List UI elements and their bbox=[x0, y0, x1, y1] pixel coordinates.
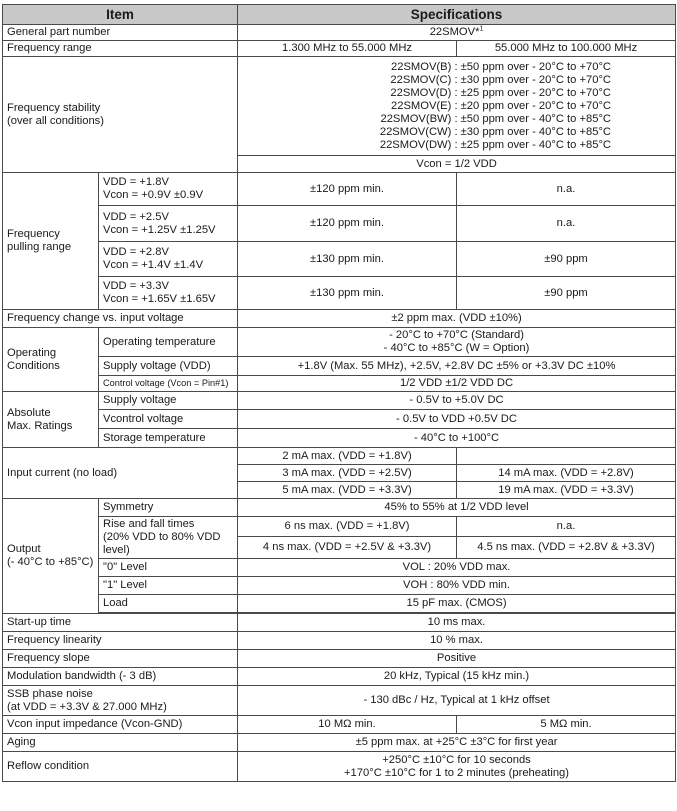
ssb-row bbox=[3, 686, 676, 716]
frequency-stability-vcon: Vcon = 1/2 VDD bbox=[238, 156, 676, 173]
pulling-vcon-1: Vcon = +0.9V ±0.9V bbox=[103, 189, 204, 201]
frequency-range-high: 55.000 MHz to 100.000 MHz bbox=[457, 41, 676, 57]
part-number-cell bbox=[238, 25, 676, 41]
frequency-stability-list bbox=[238, 57, 676, 156]
frequency-range-label: Frequency range bbox=[3, 41, 238, 57]
operating-conditions-label bbox=[3, 328, 99, 392]
reflow-label: Reflow condition bbox=[3, 752, 238, 782]
stability-line-dw: 22SMOV(DW) : ±25 ppm over - 40°C to +85°C bbox=[379, 138, 612, 151]
load-value: 15 pF max. (CMOS) bbox=[238, 595, 676, 613]
input-current-2v5: 3 mA max. (VDD = +2.5V) bbox=[238, 465, 457, 482]
pulling-row-1 bbox=[3, 173, 676, 206]
pulling-row-4 bbox=[3, 277, 676, 310]
pulling-low-2: ±120 ppm min. bbox=[238, 206, 457, 242]
specifications-column-header: Specifications bbox=[238, 5, 676, 25]
stability-line-b: 22SMOV(B) : ±50 ppm over - 20°C to +70°C bbox=[391, 60, 612, 73]
control-voltage-row bbox=[3, 376, 676, 392]
abs-vcontrol-row bbox=[3, 410, 676, 429]
supply-voltage-value: +1.8V (Max. 55 MHz), +2.5V, +2.8V DC ±5% or +3.3V DC ±10% bbox=[238, 357, 676, 376]
vcon-impedance-label: Vcon input impedance (Vcon-GND) bbox=[3, 716, 238, 734]
pulling-vdd-4: VDD = +3.3V bbox=[103, 280, 169, 292]
supply-voltage-label: Supply voltage (VDD) bbox=[99, 357, 238, 376]
control-voltage-label: Control voltage (Vcon = Pin#1) bbox=[99, 376, 238, 392]
slope-row bbox=[3, 650, 676, 668]
pulling-condition-1 bbox=[99, 173, 238, 206]
input-current-row-1 bbox=[3, 448, 676, 465]
one-level-label: "1" Level bbox=[99, 577, 238, 595]
pulling-vcon-3: Vcon = +1.4V ±1.4V bbox=[103, 259, 204, 271]
rise-fall-row-1 bbox=[3, 517, 676, 537]
operating-temp-value bbox=[238, 328, 676, 357]
input-current-3v3-low: 5 mA max. (VDD = +3.3V) bbox=[238, 482, 457, 499]
abs-vcontrol-value: - 0.5V to VDD +0.5V DC bbox=[238, 410, 676, 429]
input-current-label: Input current (no load) bbox=[3, 448, 238, 499]
rise-fall-2v8: 4.5 ns max. (VDD = +2.8V & +3.3V) bbox=[457, 537, 676, 559]
part-number-label: General part number bbox=[3, 25, 238, 41]
one-level-row bbox=[3, 577, 676, 595]
specifications-table bbox=[2, 4, 676, 782]
reflow-value bbox=[238, 752, 676, 782]
startup-label: Start-up time bbox=[3, 614, 238, 632]
pulling-row-3 bbox=[3, 242, 676, 277]
pulling-vcon-4: Vcon = +1.65V ±1.65V bbox=[103, 293, 216, 305]
absolute-label-2: Max. Ratings bbox=[7, 419, 73, 432]
frequency-stability-subtitle: (over all conditions) bbox=[7, 114, 105, 127]
output-label-1: Output bbox=[7, 543, 41, 555]
linearity-row bbox=[3, 632, 676, 650]
input-current-2v8: 14 mA max. (VDD = +2.8V) bbox=[457, 465, 676, 482]
vcon-impedance-row bbox=[3, 716, 676, 734]
load-label: Load bbox=[99, 595, 238, 613]
stability-line-d: 22SMOV(D) : ±25 ppm over - 20°C to +70°C bbox=[390, 86, 612, 99]
one-level-value: VOH : 80% VDD min. bbox=[238, 577, 676, 595]
zero-level-value: VOL : 20% VDD max. bbox=[238, 559, 676, 577]
frequency-change-value: ±2 ppm max. (VDD ±10%) bbox=[238, 310, 676, 328]
pulling-high-4: ±90 ppm bbox=[457, 277, 676, 310]
aging-value: ±5 ppm max. at +25°C ±3°C for first year bbox=[238, 734, 676, 752]
absolute-label-1: Absolute bbox=[7, 406, 51, 419]
linearity-value: 10 % max. bbox=[238, 632, 676, 650]
vcon-impedance-low: 10 MΩ min. bbox=[238, 716, 457, 734]
ssb-label bbox=[3, 686, 238, 716]
rise-fall-1v8: 6 ns max. (VDD = +1.8V) bbox=[238, 517, 457, 537]
input-current-1v8: 2 mA max. (VDD = +1.8V) bbox=[238, 448, 457, 465]
operating-temp-standard: - 20°C to +70°C (Standard) bbox=[389, 329, 524, 341]
modulation-row bbox=[3, 668, 676, 686]
frequency-stability-title: Frequency stability bbox=[7, 101, 101, 114]
vcon-impedance-high: 5 MΩ min. bbox=[457, 716, 676, 734]
frequency-change-row bbox=[3, 310, 676, 328]
operating-temp-option: - 40°C to +85°C (W = Option) bbox=[383, 342, 530, 354]
frequency-pulling-label: Frequency pulling range bbox=[3, 173, 99, 310]
pulling-condition-4 bbox=[99, 277, 238, 310]
frequency-stability-label bbox=[3, 57, 238, 173]
supply-voltage-row bbox=[3, 357, 676, 376]
ssb-label-2: (at VDD = +3.3V & 27.000 MHz) bbox=[7, 700, 167, 713]
operating-temp-label: Operating temperature bbox=[99, 328, 238, 357]
reflow-row bbox=[3, 752, 676, 782]
output-label-2: (- 40°C to +85°C) bbox=[7, 556, 94, 568]
frequency-stability-row bbox=[3, 57, 676, 156]
pulling-low-4: ±130 ppm min. bbox=[238, 277, 457, 310]
stability-line-e: 22SMOV(E) : ±20 ppm over - 20°C to +70°C bbox=[391, 99, 612, 112]
pulling-high-2: n.a. bbox=[457, 206, 676, 242]
rise-fall-na: n.a. bbox=[457, 517, 676, 537]
symmetry-value: 45% to 55% at 1/2 VDD level bbox=[238, 499, 676, 517]
header-row bbox=[3, 5, 676, 25]
symmetry-row bbox=[3, 499, 676, 517]
frequency-change-label: Frequency change vs. input voltage bbox=[3, 310, 238, 328]
pulling-low-1: ±120 ppm min. bbox=[238, 173, 457, 206]
linearity-label: Frequency linearity bbox=[3, 632, 238, 650]
abs-storage-label: Storage temperature bbox=[99, 429, 238, 448]
abs-storage-row bbox=[3, 429, 676, 448]
modulation-value: 20 kHz, Typical (15 kHz min.) bbox=[238, 668, 676, 686]
stability-line-c: 22SMOV(C) : ±30 ppm over - 20°C to +70°C bbox=[390, 73, 612, 86]
frequency-range-row bbox=[3, 41, 676, 57]
pulling-condition-2 bbox=[99, 206, 238, 242]
output-label bbox=[3, 499, 99, 614]
symmetry-label: Symmetry bbox=[99, 499, 238, 517]
control-voltage-value: 1/2 VDD ±1/2 VDD DC bbox=[238, 376, 676, 392]
item-column-header: Item bbox=[3, 5, 238, 25]
reflow-line-1: +250°C ±10°C for 10 seconds bbox=[382, 753, 531, 766]
pulling-high-1: n.a. bbox=[457, 173, 676, 206]
operating-label-1: Operating bbox=[7, 346, 57, 359]
modulation-label: Modulation bandwidth (- 3 dB) bbox=[3, 668, 238, 686]
rise-fall-label-2: (20% VDD to 80% VDD level) bbox=[103, 531, 221, 556]
pulling-vcon-2: Vcon = +1.25V ±1.25V bbox=[103, 223, 216, 236]
load-row bbox=[3, 595, 676, 613]
aging-label: Aging bbox=[3, 734, 238, 752]
frequency-range-low: 1.300 MHz to 55.000 MHz bbox=[238, 41, 457, 57]
abs-supply-value: - 0.5V to +5.0V DC bbox=[238, 392, 676, 410]
aging-row bbox=[3, 734, 676, 752]
footnote-marker: 1 bbox=[479, 25, 484, 33]
input-current-3v3-high: 19 mA max. (VDD = +3.3V) bbox=[457, 482, 676, 499]
abs-supply-row bbox=[3, 392, 676, 410]
slope-label: Frequency slope bbox=[3, 650, 238, 668]
input-current-empty bbox=[457, 448, 676, 465]
abs-supply-label: Supply voltage bbox=[99, 392, 238, 410]
stability-line-bw: 22SMOV(BW) : ±50 ppm over - 40°C to +85°C bbox=[380, 112, 612, 125]
rise-fall-label bbox=[99, 517, 238, 559]
pulling-vdd-1: VDD = +1.8V bbox=[103, 176, 169, 188]
pulling-vdd-3: VDD = +2.8V bbox=[103, 246, 169, 258]
startup-row bbox=[3, 614, 676, 632]
rise-fall-label-1: Rise and fall times bbox=[103, 518, 195, 530]
abs-storage-value: - 40°C to +100°C bbox=[238, 429, 676, 448]
operating-label-2: Conditions bbox=[7, 359, 60, 372]
startup-value: 10 ms max. bbox=[238, 614, 676, 632]
pulling-low-3: ±130 ppm min. bbox=[238, 242, 457, 277]
pulling-vdd-2: VDD = +2.5V bbox=[103, 210, 169, 223]
stability-line-cw: 22SMOV(CW) : ±30 ppm over - 40°C to +85°C bbox=[379, 125, 612, 138]
abs-vcontrol-label: Vcontrol voltage bbox=[99, 410, 238, 429]
zero-level-row bbox=[3, 559, 676, 577]
ssb-value: - 130 dBc / Hz, Typical at 1 kHz offset bbox=[238, 686, 676, 716]
absolute-ratings-label bbox=[3, 392, 99, 448]
zero-level-label: "0" Level bbox=[99, 559, 238, 577]
part-number-value: 22SMOV* bbox=[429, 26, 480, 38]
part-number-row bbox=[3, 25, 676, 41]
pulling-condition-3 bbox=[99, 242, 238, 277]
ssb-label-1: SSB phase noise bbox=[7, 687, 93, 700]
pulling-row-2 bbox=[3, 206, 676, 242]
slope-value: Positive bbox=[238, 650, 676, 668]
rise-fall-2v5: 4 ns max. (VDD = +2.5V & +3.3V) bbox=[238, 537, 457, 559]
operating-temp-row bbox=[3, 328, 676, 357]
reflow-line-2: +170°C ±10°C for 1 to 2 minutes (preheating) bbox=[344, 766, 569, 779]
pulling-high-3: ±90 ppm bbox=[457, 242, 676, 277]
